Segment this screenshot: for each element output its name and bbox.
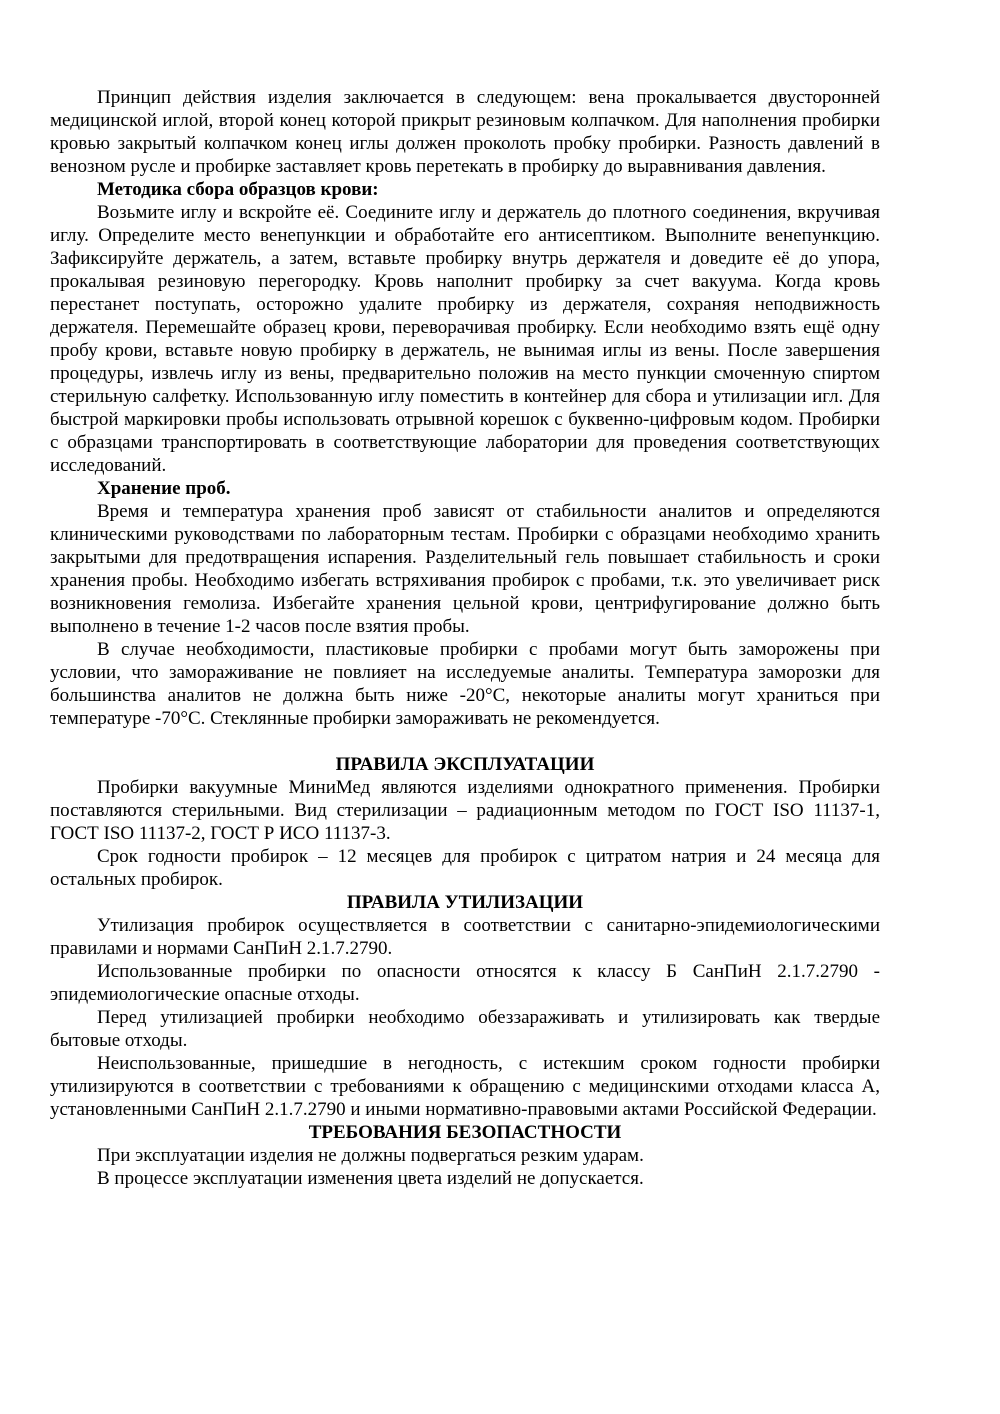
paragraph-disposal-sanpin: Утилизация пробирок осуществляется в соответствии с санитарно-эпидемиологическими правилами и нормами СанПиН 2.1.7.2790. xyxy=(50,915,880,959)
paragraph-unused-tubes-class-a: Неиспользованные, пришедшие в негодность, с истекшим сроком годности пробирки утилизируются в соответствии с требованиями к обращению с медицинскими отходами класса А, установленными СанПиН 2.1.7.2790 и иными нормативно-правовыми актами Российской Федерации. xyxy=(50,1053,880,1120)
paragraph-operating-principle: Принцип действия изделия заключается в следующем: вена прокалывается двусторонней медицинской иглой, второй конец которой прикрыт резиновым колпачком. Для наполнения пробирки кровью закрытый колпачком конец иглы должен проколоть пробку пробирки. Разность давлений в венозном русле и пробирке заставляет кровь перетекать в пробирку до выравнивания давления. xyxy=(50,87,880,177)
paragraph-decontamination: Перед утилизацией пробирки необходимо обеззараживать и утилизировать как твердые бытовые отходы. xyxy=(50,1007,880,1051)
paragraph-sampling-procedure: Возьмите иглу и вскройте её. Соедините иглу и держатель до плотного соединения, вкручивая иглу. Определите место венепункции и обработайте его антисептиком. Выполните венепункцию. Зафиксируйте держатель, а затем, вставьте пробирку внутрь держателя и доведите её до упора, прокалывая резиновую перегородку. Кровь наполнит пробирку за счет вакуума. Когда кровь перестанет поступать, осторожно удалите пробирку из держателя, сохраняя неподвижность держателя. Перемешайте образец крови, переворачивая пробирку. Если необходимо взять ещё одну пробу крови, вставьте новую пробирку в держатель, не вынимая иглы из вены. После завершения процедуры, извлечь иглу из вены, предварительно положив на место пункции смоченную спиртом стерильную салфетку. Использованную иглу поместить в контейнер для сбора и утилизации игл. Для быстрой маркировки пробы использовать отрывной корешок с буквенно-цифровым кодом. Пробирки с образцами транспортировать в соответствующие лаборатории для проведения соответствующих исследований. xyxy=(50,202,880,476)
subheading-blood-sampling-method: Методика сбора образцов крови: xyxy=(97,179,379,200)
section-title-operation-rules: ПРАВИЛА ЭКСПЛУАТАЦИИ xyxy=(335,754,595,775)
paragraph-shelf-life: Срок годности пробирок – 12 месяцев для пробирок с цитратом натрия и 24 месяца для остальных пробирок. xyxy=(50,846,880,890)
section-title-disposal-rules: ПРАВИЛА УТИЛИЗАЦИИ xyxy=(346,892,584,913)
section-title-safety-requirements: ТРЕБОВАНИЯ БЕЗОПАСТНОСТИ xyxy=(308,1122,622,1143)
paragraph-single-use-sterilization: Пробирки вакуумные МиниМед являются изделиями однократного применения. Пробирки поставляются стерильными. Вид стерилизации – радиационным методом по ГОСТ ISO 11137-1, ГОСТ ISO 11137-2, ГОСТ Р ИСО 11137-3. xyxy=(50,777,880,844)
paragraph-used-tubes-class-b: Использованные пробирки по опасности относятся к классу Б СанПиН 2.1.7.2790 - эпидемиологические опасные отходы. xyxy=(50,961,880,1005)
paragraph-storage-conditions: Время и температура хранения проб зависят от стабильности аналитов и определяются клиническими руководствами по лабораторным тестам. Пробирки с образцами необходимо хранить закрытыми для предотвращения испарения. Разделительный гель повышает стабильность и сроки хранения пробы. Необходимо избегать встряхивания пробирок с пробами, т.к. это увеличивает риск возникновения гемолиза. Избегайте хранения цельной крови, центрифугирование должно быть выполнено в течение 1-2 часов после взятия пробы. xyxy=(50,501,880,637)
paragraph-no-color-change: В процессе эксплуатации изменения цвета изделий не допускается. xyxy=(97,1168,644,1189)
subheading-sample-storage: Хранение проб. xyxy=(97,478,231,499)
paragraph-no-impacts: При эксплуатации изделия не должны подвергаться резким ударам. xyxy=(97,1145,644,1166)
paragraph-freezing-conditions: В случае необходимости, пластиковые пробирки с пробами могут быть заморожены при условии, что замораживание не повлияет на исследуемые аналиты. Температура заморозки для большинства аналитов не должна быть ниже -20°С, некоторые аналиты могут храниться при температуре -70°С. Стеклянные пробирки замораживать не рекомендуется. xyxy=(50,639,880,729)
